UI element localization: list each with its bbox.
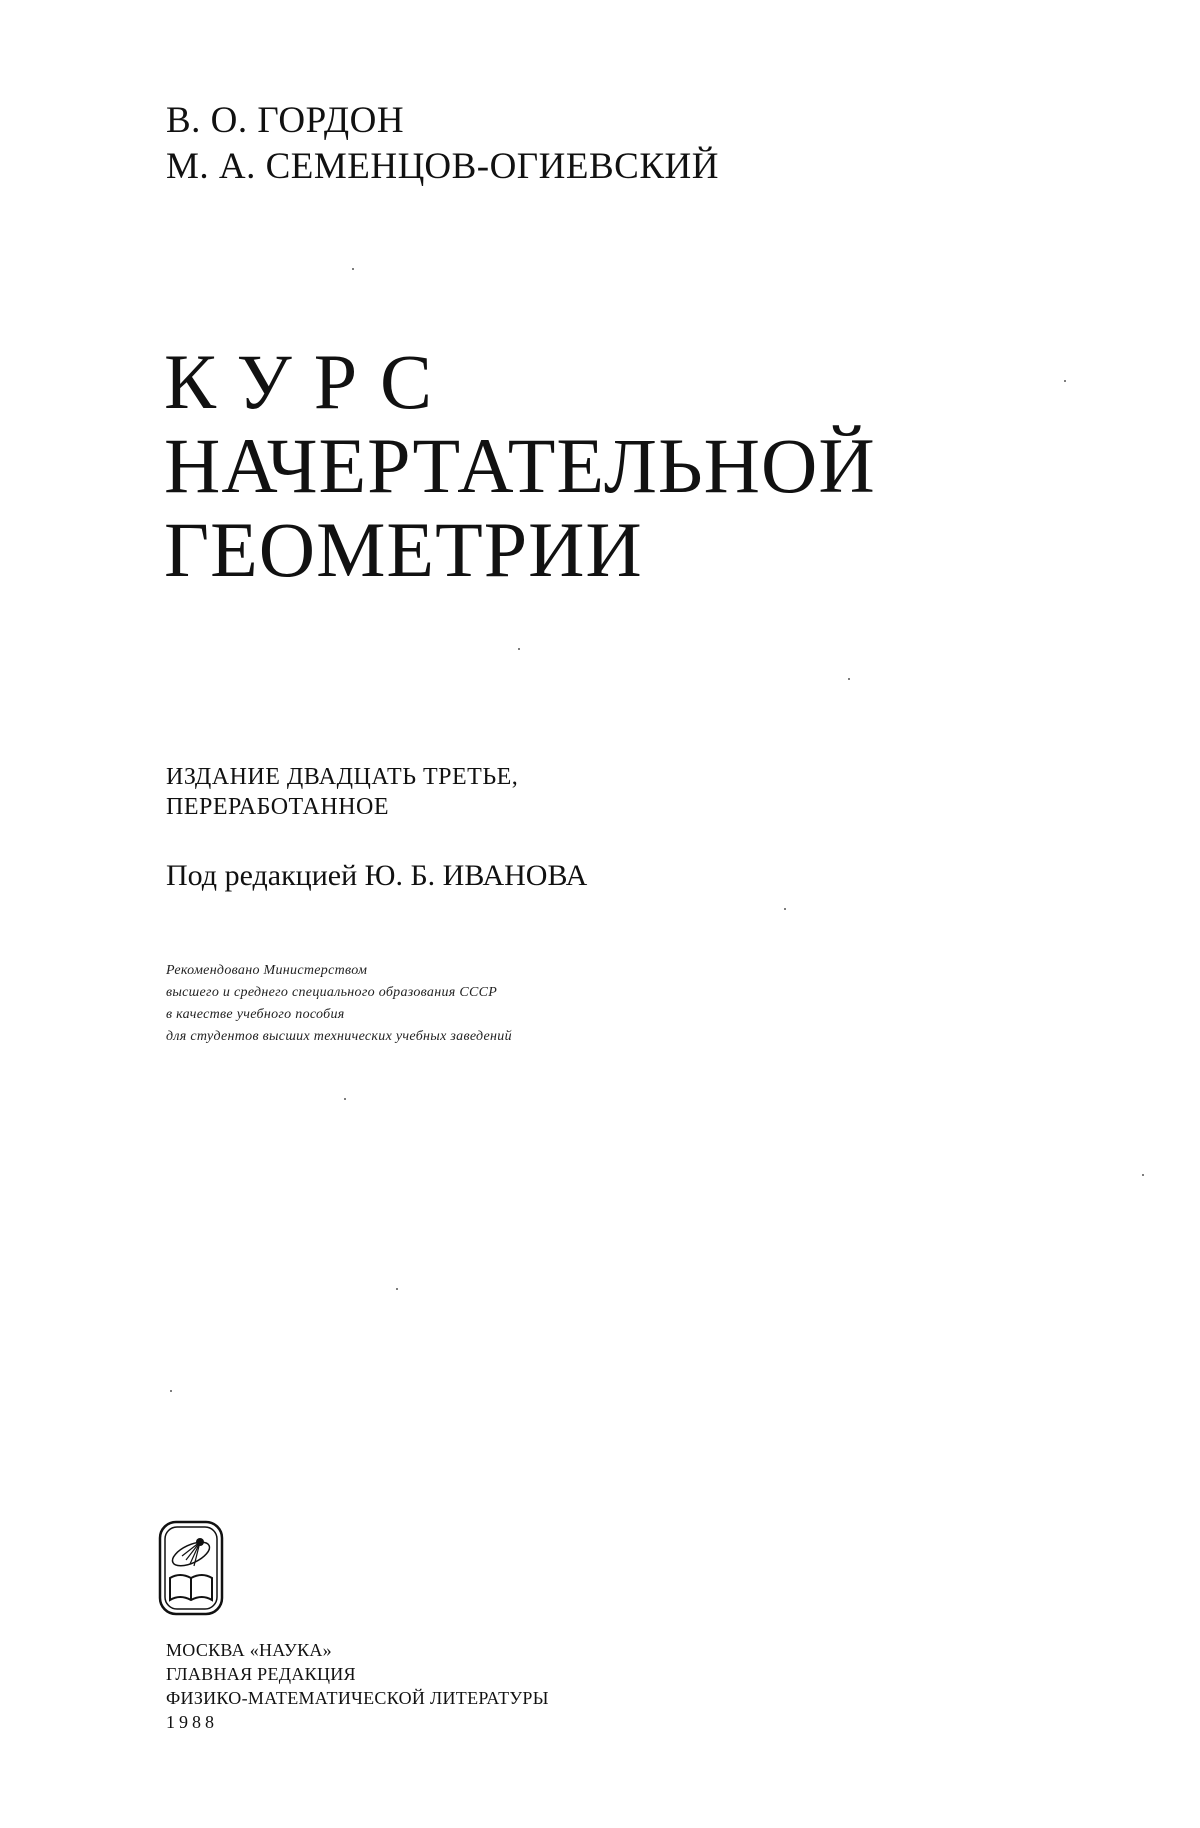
recommendation-line-1: Рекомендовано Министерством (166, 963, 368, 978)
author-sementsov-ogievsky: М. А. СЕМЕНЦОВ-ОГИЕВСКИЙ (166, 146, 719, 187)
publisher-info (166, 1638, 549, 1734)
scan-speck (344, 1098, 346, 1100)
edition-info (166, 762, 518, 822)
author-gordon: В. О. ГОРДОН (166, 100, 405, 141)
scan-speck (396, 1288, 398, 1290)
publisher-department: ГЛАВНАЯ РЕДАКЦИЯ (166, 1664, 356, 1684)
scan-speck (1064, 380, 1066, 382)
publisher-subject: ФИЗИКО-МАТЕМАТИЧЕСКОЙ ЛИТЕРАТУРЫ (166, 1688, 549, 1708)
edition-line-1: ИЗДАНИЕ ДВАДЦАТЬ ТРЕТЬЕ, (166, 764, 519, 790)
scan-speck (518, 648, 520, 650)
nauka-publisher-emblem-icon (158, 1520, 224, 1616)
scan-speck (170, 1390, 172, 1392)
scan-speck (848, 678, 850, 680)
recommendation-line-2: высшего и среднего специального образования СССР (166, 985, 498, 1000)
scan-speck (784, 908, 786, 910)
ministry-recommendation (166, 960, 512, 1048)
scan-speck (1142, 1174, 1144, 1176)
title-line-1: КУРС (164, 338, 455, 425)
publication-year: 1988 (166, 1712, 218, 1732)
title-line-3: ГЕОМЕТРИИ (164, 506, 643, 593)
title-line-2: НАЧЕРТАТЕЛЬНОЙ (164, 422, 876, 509)
editor-credit: Под редакцией Ю. Б. ИВАНОВА (166, 859, 588, 892)
edition-line-2: ПЕРЕРАБОТАННОЕ (166, 794, 390, 820)
recommendation-line-4: для студентов высших технических учебных заведений (166, 1029, 512, 1044)
publisher-city: МОСКВА «НАУКА» (166, 1640, 332, 1660)
authors (166, 98, 719, 190)
scan-speck (352, 268, 354, 270)
book-title (164, 340, 876, 592)
recommendation-line-3: в качестве учебного пособия (166, 1007, 345, 1022)
